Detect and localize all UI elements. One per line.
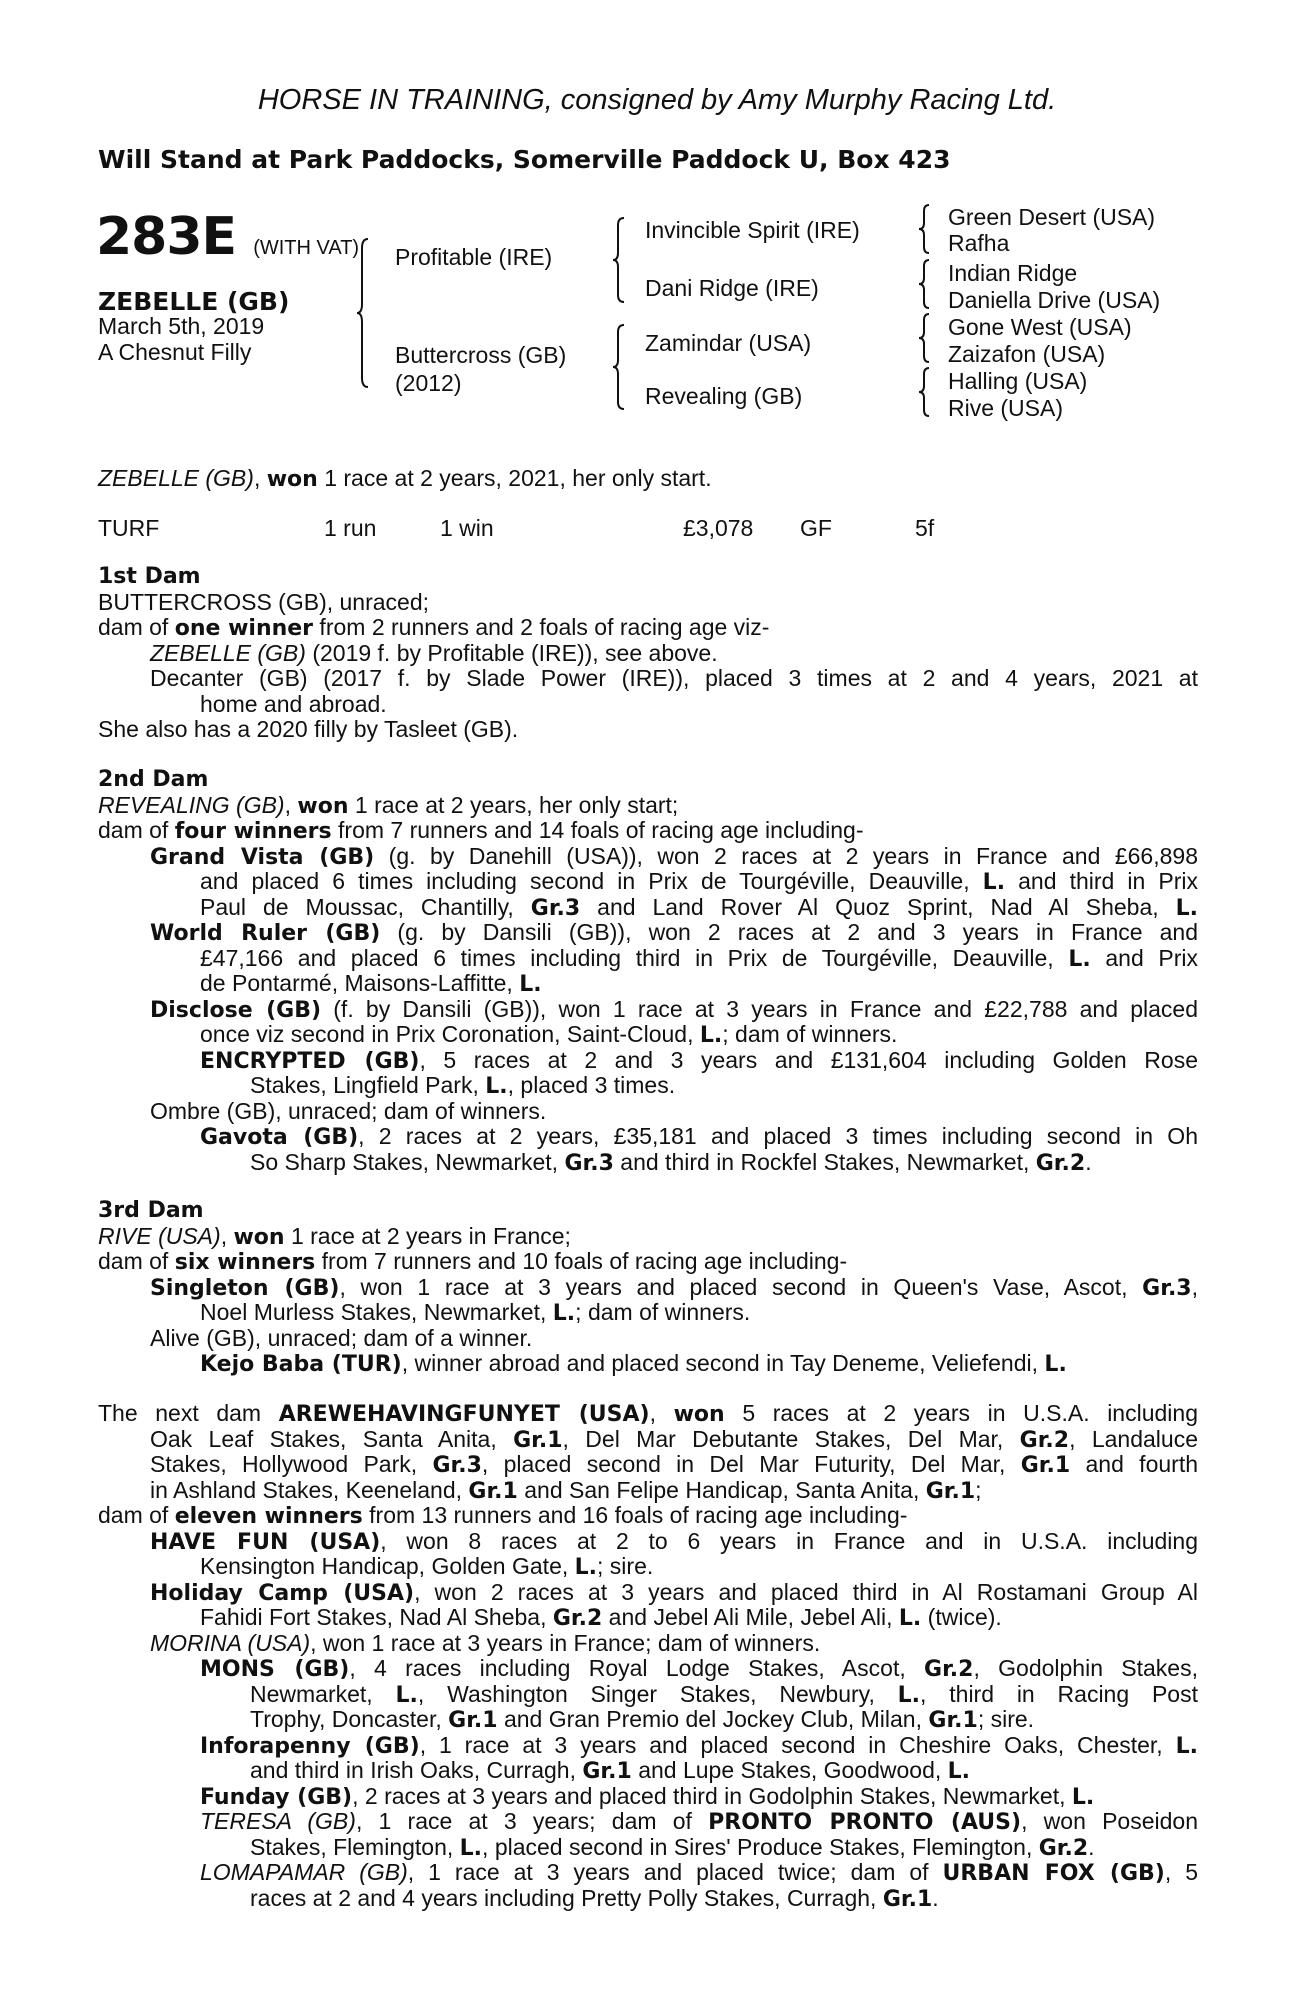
second-dam-line: [98, 1073, 1198, 1099]
text: ,: [284, 791, 298, 818]
pedigree-sdd: Daniella Drive (USA): [948, 287, 1161, 313]
next-dam-line: [98, 1809, 1198, 1835]
text: .: [1085, 1148, 1092, 1175]
pedigree-sds: Indian Ridge: [948, 260, 1078, 286]
text: , Del Mar Debutante Stakes, Del Mar,: [562, 1425, 1020, 1452]
grade: L.: [897, 1682, 921, 1708]
produce-name: LOMAPAMAR (GB): [200, 1859, 408, 1885]
text: and Jebel Ali Mile, Jebel Ali,: [602, 1604, 899, 1630]
text: , won 2 races at 3 years and placed third in Al Rostamani Group Al: [414, 1578, 1198, 1605]
produce-name: TERESA (GB): [200, 1808, 356, 1834]
lot-number-value: 283E: [96, 207, 237, 267]
dam-name: RIVE (USA): [98, 1222, 221, 1249]
pedigree-brace-dd: [918, 366, 942, 418]
grade: L.: [1071, 1784, 1095, 1810]
second-dam-line: [98, 1124, 1198, 1150]
first-dam-line: BUTTERCROSS (GB), unraced;: [98, 588, 430, 615]
pedigree-brace-sire: [612, 215, 642, 305]
pedigree-dam-year: (2012): [395, 370, 462, 396]
text: The next dam: [98, 1400, 279, 1426]
grade: Gr.3: [564, 1150, 614, 1176]
text: (f. by Dansili (GB)), won 1 race at 3 years in France and £22,788 and placed: [321, 995, 1198, 1022]
second-dam-line: [98, 895, 1198, 921]
text: (2019 f. by Profitable (IRE)), see above.: [305, 639, 718, 666]
text: and third in Prix: [1005, 868, 1198, 894]
grade: L.: [395, 1682, 418, 1708]
turf-wins: 1 win: [440, 515, 494, 541]
next-dam-line: [98, 1554, 1198, 1580]
grade: L.: [947, 1759, 971, 1784]
grade: Gr.1: [468, 1478, 518, 1504]
text: Stakes, Flemington,: [250, 1833, 460, 1860]
grade: L.: [552, 1301, 576, 1326]
text: Fahidi Fort Stakes, Nad Al Sheba,: [200, 1604, 553, 1630]
winners-count: six winners: [174, 1250, 316, 1275]
second-dam-line: [98, 818, 1198, 844]
text: ,: [649, 1400, 674, 1426]
text: Oak Leaf Stakes, Santa Anita,: [150, 1425, 514, 1452]
pedigree-ddd: Rive (USA): [948, 395, 1064, 421]
text: , 1 race at 3 years and placed twice; dam of: [407, 1859, 943, 1885]
produce-name: Inforapenny (GB): [200, 1733, 420, 1759]
text: 1 race at 2 years, her only start;: [348, 791, 679, 818]
text: races at 2 and 4 years including Pretty Polly Stakes, Curragh,: [250, 1884, 883, 1911]
text: Stakes, Lingfield Park,: [250, 1072, 486, 1098]
page-header: HORSE IN TRAINING, consigned by Amy Murphy Racing Ltd.: [257, 84, 1057, 116]
text: and placed 6 times including second in Prix de Tourgéville, Deauville,: [200, 868, 983, 894]
text: Kensington Handicap, Golden Gate,: [200, 1553, 575, 1579]
next-dam-line: [98, 1631, 1198, 1657]
grade: L.: [898, 1606, 922, 1631]
pedigree-sire-dam: Dani Ridge (IRE): [645, 275, 819, 301]
second-dam-line: [98, 997, 1198, 1023]
grade: L.: [1175, 895, 1198, 921]
grade: Gr.1: [925, 1478, 976, 1504]
grade: Gr.2: [924, 1657, 974, 1682]
text: , 1 race at 3 years and placed second in Cheshire Oaks, Chester,: [419, 1731, 1176, 1758]
second-dam-line: [98, 946, 1198, 972]
text: , won 1 race at 3 years in France; dam of winners.: [310, 1629, 821, 1656]
text: Paul de Moussac, Chantilly,: [200, 893, 531, 920]
grade: L.: [699, 1023, 723, 1048]
winners-count: one winner: [174, 616, 314, 641]
pedigree-brace-ss: [918, 203, 942, 255]
next-dam-line: [98, 1835, 1198, 1861]
next-dam-line: [98, 1427, 1198, 1453]
second-dam-line: [98, 920, 1198, 946]
produce-name: Grand Vista (GB): [150, 844, 375, 870]
turf-record: [0, 515, 1314, 541]
grade: L.: [1175, 1733, 1198, 1759]
pedigree-dam-dam: Revealing (GB): [645, 383, 803, 409]
second-dam-line: [98, 793, 1198, 819]
next-dam-line: [98, 1784, 1198, 1810]
third-dam-line: [98, 1351, 1198, 1377]
race-summary: ZEBELLE (GB), won 1 race at 2 years, 2021, her only start.: [98, 465, 712, 492]
text: , won 8 races at 2 to 6 years in France and in U.S.A. including: [380, 1527, 1198, 1554]
text: dam of: [98, 1502, 175, 1528]
pedigree-ssd: Rafha: [948, 230, 1010, 256]
produce-name: Kejo Baba (TUR): [200, 1352, 402, 1377]
produce-name: ZEBELLE (GB): [150, 639, 306, 666]
next-dam-line: [98, 1503, 1198, 1529]
next-dam-line: [98, 1886, 1198, 1912]
first-dam-line: [98, 641, 1198, 667]
pedigree-dds: Halling (USA): [948, 368, 1088, 394]
turf-distance: 5f: [915, 515, 935, 541]
second-dam-line: Ombre (GB), unraced; dam of winners.: [150, 1097, 547, 1124]
text: , winner abroad and placed second in Tay Deneme, Veliefendi,: [401, 1350, 1045, 1376]
third-dam-line: [98, 1275, 1198, 1301]
grade: L.: [459, 1835, 483, 1861]
text: , 1 race at 3 years; dam of: [355, 1808, 709, 1834]
text: in Ashland Stakes, Keeneland,: [150, 1476, 469, 1503]
next-dam-line: [98, 1605, 1198, 1631]
next-dam-line: [98, 1478, 1198, 1504]
third-dam-line: [98, 1224, 1198, 1250]
text: from 13 runners and 16 foals of racing age including-: [362, 1502, 908, 1528]
text: from 7 runners and 14 foals of racing age including-: [331, 817, 864, 843]
text: .: [1088, 1833, 1095, 1860]
first-dam-section: [98, 564, 1198, 743]
first-dam-line: Decanter (GB) (2017 f. by Slade Power (IRE)), placed 3 times at 2 and 4 years, 2021 at: [150, 665, 1198, 691]
horse-dob: March 5th, 2019: [98, 313, 265, 339]
pedigree-brace-main: [356, 236, 386, 391]
winners-count: eleven winners: [174, 1504, 363, 1529]
text: and third in Irish Oaks, Curragh,: [250, 1757, 583, 1783]
text: , 2 races at 2 years, £35,181 and placed 3 times including second in Oh: [358, 1123, 1198, 1149]
text: , placed 3 times.: [507, 1072, 676, 1098]
produce-name: HAVE FUN (USA): [150, 1529, 381, 1555]
text: , 2 races at 3 years and placed third in Godolphin Stakes, Newmarket,: [352, 1782, 1072, 1809]
won-label: won: [297, 793, 349, 819]
grade: L.: [982, 870, 1006, 895]
text: from 7 runners and 10 foals of racing age including-: [315, 1248, 848, 1274]
third-dam-section: [98, 1198, 1198, 1377]
first-dam-heading: 1st Dam: [98, 564, 201, 589]
pedigree-brace-ds: [918, 312, 942, 364]
next-dam-line: [98, 1860, 1198, 1886]
text: and San Felipe Handicap, Santa Anita,: [517, 1476, 926, 1503]
produce-name: Disclose (GB): [150, 997, 322, 1023]
dam-name: AREWEHAVINGFUNYET (USA): [278, 1402, 650, 1427]
third-dam-heading: 3rd Dam: [98, 1198, 204, 1223]
text: Noel Murless Stakes, Newmarket,: [200, 1299, 553, 1325]
text: 5 races at 2 years in U.S.A. including: [724, 1400, 1198, 1426]
pedigree-brace-sd: [918, 258, 942, 310]
pedigree-dsd: Zaizafon (USA): [948, 341, 1106, 367]
text: Newmarket,: [250, 1680, 396, 1707]
grade: Gr.1: [582, 1759, 632, 1784]
produce-name: ENCRYPTED (GB): [200, 1048, 420, 1074]
second-dam-section: [98, 767, 1198, 1175]
grade: Gr.2: [552, 1606, 603, 1631]
winners-count: four winners: [174, 819, 332, 844]
text: Trophy, Doncaster,: [250, 1706, 449, 1732]
text: ,: [220, 1222, 234, 1249]
next-dam-line: [98, 1401, 1198, 1427]
lot-number: [96, 207, 359, 267]
produce-name: Singleton (GB): [150, 1275, 340, 1301]
text: and Gran Premio del Jockey Club, Milan,: [497, 1706, 929, 1732]
turf-runs: 1 run: [324, 515, 377, 541]
text: , Landaluce: [1069, 1425, 1198, 1452]
turf-earnings: £3,078: [683, 515, 754, 541]
summary-won: won: [266, 467, 318, 492]
produce-name: PRONTO PRONTO (AUS): [708, 1810, 1022, 1835]
next-dam-line: [98, 1580, 1198, 1606]
second-dam-line: [98, 1048, 1198, 1074]
grade: Gr.3: [1142, 1275, 1192, 1301]
summary-horse-name: ZEBELLE (GB): [98, 465, 254, 491]
grade: L.: [1044, 1352, 1067, 1377]
summary-rest: 1 race at 2 years, 2021, her only start.: [317, 465, 712, 491]
grade: Gr.1: [928, 1708, 978, 1733]
stand-location: Will Stand at Park Paddocks, Somerville Paddock U, Box 423: [98, 145, 951, 174]
text: ; dam of winners.: [722, 1021, 898, 1047]
produce-name: MONS (GB): [200, 1657, 350, 1682]
second-dam-line: [98, 971, 1198, 997]
grade: Gr.2: [1038, 1835, 1089, 1861]
third-dam-line: Alive (GB), unraced; dam of a winner.: [150, 1324, 533, 1351]
pedigree-sss: Green Desert (USA): [948, 204, 1156, 230]
text: and Prix: [1090, 944, 1198, 971]
text: , placed second in Sires' Produce Stakes, Flemington,: [482, 1833, 1039, 1860]
pedigree-dam: Buttercross (GB): [395, 342, 567, 368]
grade: L.: [519, 972, 542, 997]
second-dam-line: [98, 1150, 1198, 1176]
next-dam-line: [98, 1733, 1198, 1759]
horse-name: ZEBELLE (GB): [98, 287, 290, 316]
text: , Washington Singer Stakes, Newbury,: [417, 1680, 898, 1707]
first-dam-line: [98, 615, 1198, 641]
text: from 2 runners and 2 foals of racing age viz-: [313, 614, 770, 640]
third-dam-line: [98, 1249, 1198, 1275]
text: , 4 races including Royal Lodge Stakes, Ascot,: [349, 1655, 925, 1681]
text: ; dam of winners.: [575, 1299, 751, 1325]
grade: L.: [485, 1074, 508, 1099]
text: (g. by Danehill (USA)), won 2 races at 2 years in France and £66,898: [374, 842, 1198, 869]
text: , 5 races at 2 and 3 years and £131,604 including Golden Rose: [419, 1046, 1198, 1073]
grade: Gr.1: [448, 1708, 498, 1733]
text: , won Poseidon: [1021, 1808, 1198, 1834]
text: and Lupe Stakes, Goodwood,: [631, 1757, 948, 1783]
next-dam-line: [98, 1707, 1198, 1733]
text: , third in Racing Post: [920, 1680, 1198, 1707]
grade: Gr.1: [882, 1886, 933, 1912]
won-label: won: [233, 1224, 285, 1250]
grade: L.: [574, 1555, 598, 1580]
text: 1 race at 2 years in France;: [284, 1222, 571, 1249]
text: , placed second in Del Mar Futurity, Del Mar,: [481, 1451, 1021, 1477]
text: dam of: [98, 614, 175, 640]
text: , 5: [1164, 1859, 1198, 1885]
grade: Gr.3: [432, 1453, 482, 1478]
text: ,: [1191, 1273, 1198, 1300]
text: ;: [975, 1476, 982, 1503]
first-dam-line: She also has a 2020 filly by Tasleet (GB).: [98, 716, 519, 742]
text: .: [932, 1884, 939, 1911]
next-dam-line: [98, 1529, 1198, 1555]
next-dam-line: [98, 1682, 1198, 1708]
text: So Sharp Stakes, Newmarket,: [250, 1148, 565, 1175]
dam-name: REVEALING (GB): [98, 791, 285, 818]
won-label: won: [673, 1402, 725, 1427]
text: ; sire.: [597, 1553, 654, 1579]
pedigree-sire: Profitable (IRE): [395, 244, 553, 270]
text: Stakes, Hollywood Park,: [150, 1451, 433, 1477]
text: , won 1 race at 3 years and placed second in Queen's Vase, Ascot,: [339, 1273, 1143, 1300]
pedigree-dss: Gone West (USA): [948, 314, 1132, 340]
grade: Gr.2: [1035, 1150, 1086, 1176]
next-dam-line: [98, 1656, 1198, 1682]
text: , Godolphin Stakes,: [973, 1655, 1198, 1681]
text: de Pontarmé, Maisons-Laffitte,: [200, 970, 520, 996]
text: dam of: [98, 1248, 175, 1274]
second-dam-line: [98, 844, 1198, 870]
produce-name: Holiday Camp (USA): [150, 1580, 415, 1606]
text: and Land Rover Al Quoz Sprint, Nad Al Sheba,: [580, 893, 1176, 920]
pedigree-brace-dam: [612, 322, 642, 412]
pedigree-sire-sire: Invincible Spirit (IRE): [645, 217, 860, 243]
produce-name: URBAN FOX (GB): [942, 1861, 1165, 1886]
pedigree-dam-sire: Zamindar (USA): [645, 330, 812, 356]
third-dam-line: [98, 1300, 1198, 1326]
produce-name: Funday (GB): [200, 1784, 353, 1810]
grade: Gr.1: [513, 1427, 563, 1453]
second-dam-heading: 2nd Dam: [98, 767, 209, 792]
text: once viz second in Prix Coronation, Saint-Cloud,: [200, 1021, 700, 1047]
horse-description: A Chesnut Filly: [98, 339, 252, 365]
second-dam-line: [98, 869, 1198, 895]
text: (g. by Dansili (GB)), won 2 races at 2 and 3 years in France and: [380, 919, 1199, 945]
text: and third in Rockfel Stakes, Newmarket,: [613, 1148, 1036, 1175]
text: £47,166 and placed 6 times including third in Prix de Tourgéville, Deauville,: [200, 944, 1069, 971]
next-dam-section: [98, 1401, 1198, 1911]
text: ; sire.: [977, 1706, 1035, 1732]
turf-surface: TURF: [98, 515, 160, 541]
next-dam-line: [98, 1452, 1198, 1478]
next-dam-line: [98, 1758, 1198, 1784]
grade: L.: [1068, 946, 1091, 972]
text: and fourth: [1070, 1451, 1198, 1477]
grade: Gr.2: [1019, 1427, 1070, 1453]
grade: Gr.3: [530, 895, 581, 921]
grade: Gr.1: [1020, 1453, 1071, 1478]
turf-going: GF: [800, 515, 832, 541]
text: dam of: [98, 817, 175, 843]
produce-name: Gavota (GB): [200, 1125, 359, 1150]
produce-name: MORINA (USA): [150, 1629, 311, 1656]
text: (twice).: [921, 1604, 1002, 1630]
first-dam-line: home and abroad.: [200, 690, 387, 717]
vat-label: (WITH VAT): [253, 237, 360, 259]
produce-name: World Ruler (GB): [150, 921, 381, 946]
second-dam-line: [98, 1022, 1198, 1048]
